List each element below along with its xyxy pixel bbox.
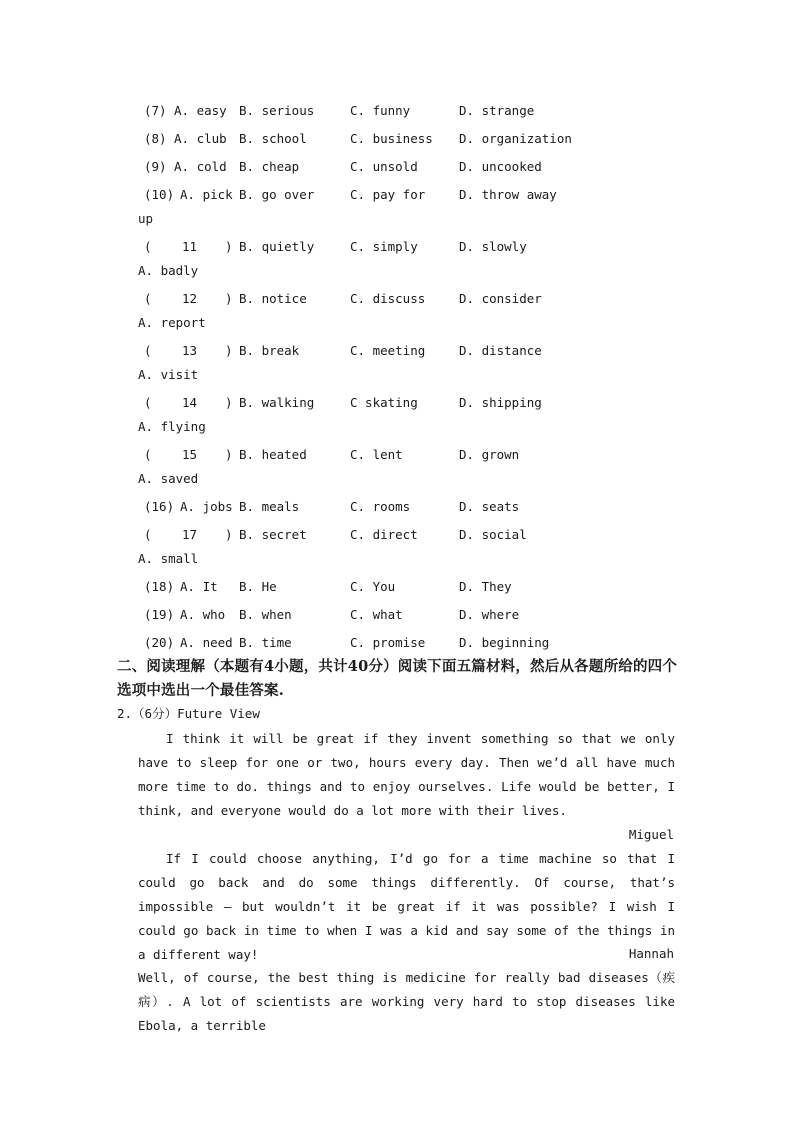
option-row (138, 339, 678, 391)
paren-open: ( (144, 239, 152, 254)
option-c: C. promise (350, 635, 426, 650)
option-d: D. consider (459, 291, 542, 306)
paren-open: ( (144, 291, 152, 306)
question-number: 15 (182, 447, 198, 462)
question-number: (10) (144, 187, 175, 202)
author-hannah: Hannah (628, 946, 674, 961)
option-d: D. grown (459, 447, 520, 462)
option-b: B. school (239, 131, 307, 146)
option-row (138, 575, 678, 603)
option-row (138, 235, 678, 287)
option-d: D. uncooked (459, 159, 542, 174)
question-number: (9) (144, 159, 167, 174)
question-number: 14 (182, 395, 198, 410)
option-b: B. cheap (239, 159, 300, 174)
option-c: C skating (350, 395, 418, 410)
option-a: A. need (180, 635, 233, 650)
option-a: A. easy (174, 103, 227, 118)
option-c: C. You (350, 579, 396, 594)
question-number: (18) (144, 579, 175, 594)
paren-close: ) (225, 291, 233, 306)
paren-close: ) (225, 239, 233, 254)
option-b: B. heated (239, 447, 307, 462)
option-b: B. secret (239, 527, 307, 542)
option-b: B. when (239, 607, 292, 622)
paren-close: ) (225, 395, 233, 410)
option-d: D. where (459, 607, 520, 622)
passage-text: If I could choose anything, I’d go for a time machine so that I could go back and do some things differently. Of course, that’s impossible — but wouldn’t it be great if it was possible? I wish I could go back in time to when I was a kid and say some of the things in a different way! (138, 851, 675, 962)
question-number: (8) (144, 131, 167, 146)
option-c: C. direct (350, 527, 418, 542)
option-a-wrap: up (138, 211, 154, 226)
option-c: C. what (350, 607, 403, 622)
question-number: 17 (182, 527, 198, 542)
option-d: D. seats (459, 499, 520, 514)
cloze-options-list (138, 99, 678, 659)
option-d: D. They (459, 579, 512, 594)
option-a: A. cold (174, 159, 227, 174)
option-b: B. quietly (239, 239, 315, 254)
option-b: B. serious (239, 103, 315, 118)
option-c: C. business (350, 131, 433, 146)
option-c: C. rooms (350, 499, 411, 514)
question-number: 12 (182, 291, 198, 306)
option-a: A. badly (138, 263, 199, 278)
option-c: C. pay for (350, 187, 426, 202)
option-row (138, 287, 678, 339)
option-a: A. pick (180, 187, 233, 202)
paren-open: ( (144, 395, 152, 410)
option-b: B. break (239, 343, 300, 358)
option-a: A. small (138, 551, 199, 566)
option-b: B. time (239, 635, 292, 650)
option-a: A. club (174, 131, 227, 146)
option-d: D. slowly (459, 239, 527, 254)
paren-close: ) (225, 447, 233, 462)
author-miguel: Miguel (628, 827, 674, 842)
option-row (138, 183, 678, 235)
paren-close: ) (225, 527, 233, 542)
paren-close: ) (225, 343, 233, 358)
option-row (138, 391, 678, 443)
passage-text: Well, of course, the best thing is medicine for really bad diseases（疾病）. A lot of scientists are working very hard to stop diseases like Ebola, a terrible (138, 970, 675, 1033)
option-a: A. report (138, 315, 206, 330)
option-c: C. meeting (350, 343, 426, 358)
option-c: C. discuss (350, 291, 426, 306)
option-row (138, 99, 678, 127)
option-d: D. organization (459, 131, 572, 146)
option-d: D. strange (459, 103, 535, 118)
passage-hannah (138, 847, 675, 967)
option-a: A. flying (138, 419, 206, 434)
paren-open: ( (144, 343, 152, 358)
option-a: A. who (180, 607, 226, 622)
question-number: (20) (144, 635, 175, 650)
section-heading: 二、阅读理解（本题有4小题，共计40分）阅读下面五篇材料，然后从各题所给的四个选项中选出一个最佳答案. (117, 658, 678, 699)
question-number: (19) (144, 607, 175, 622)
option-c: C. simply (350, 239, 418, 254)
option-row (138, 523, 678, 575)
passage-third (138, 966, 675, 1038)
option-row (138, 603, 678, 631)
option-row (138, 495, 678, 523)
paren-open: ( (144, 447, 152, 462)
paren-open: ( (144, 527, 152, 542)
option-row (138, 443, 678, 495)
question-number: (7) (144, 103, 167, 118)
option-b: B. meals (239, 499, 300, 514)
option-a: A. jobs (180, 499, 233, 514)
option-b: B. notice (239, 291, 307, 306)
question-number: (16) (144, 499, 175, 514)
passage-text: I think it will be great if they invent something so that we only have to sleep for one or two, hours every day. Then we’d all have much more time to do. things and to enjoy ourselves. Life would be better, I think, and everyone would do a lot more with their lives. (138, 731, 675, 818)
option-d: D. beginning (459, 635, 550, 650)
option-row (138, 155, 678, 183)
option-a: A. It (180, 579, 218, 594)
option-d: D. social (459, 527, 527, 542)
option-c: C. funny (350, 103, 411, 118)
option-a: A. visit (138, 367, 199, 382)
question-number: 13 (182, 343, 198, 358)
option-b: B. walking (239, 395, 315, 410)
option-c: C. lent (350, 447, 403, 462)
option-b: B. go over (239, 187, 315, 202)
option-d: D. throw away (459, 187, 557, 202)
passage-miguel (138, 727, 675, 823)
option-b: B. He (239, 579, 277, 594)
option-d: D. shipping (459, 395, 542, 410)
question-heading: 2.（6分）Future View (117, 706, 260, 721)
option-d: D. distance (459, 343, 542, 358)
option-c: C. unsold (350, 159, 418, 174)
question-number: 11 (182, 239, 198, 254)
option-row (138, 127, 678, 155)
option-a: A. saved (138, 471, 199, 486)
